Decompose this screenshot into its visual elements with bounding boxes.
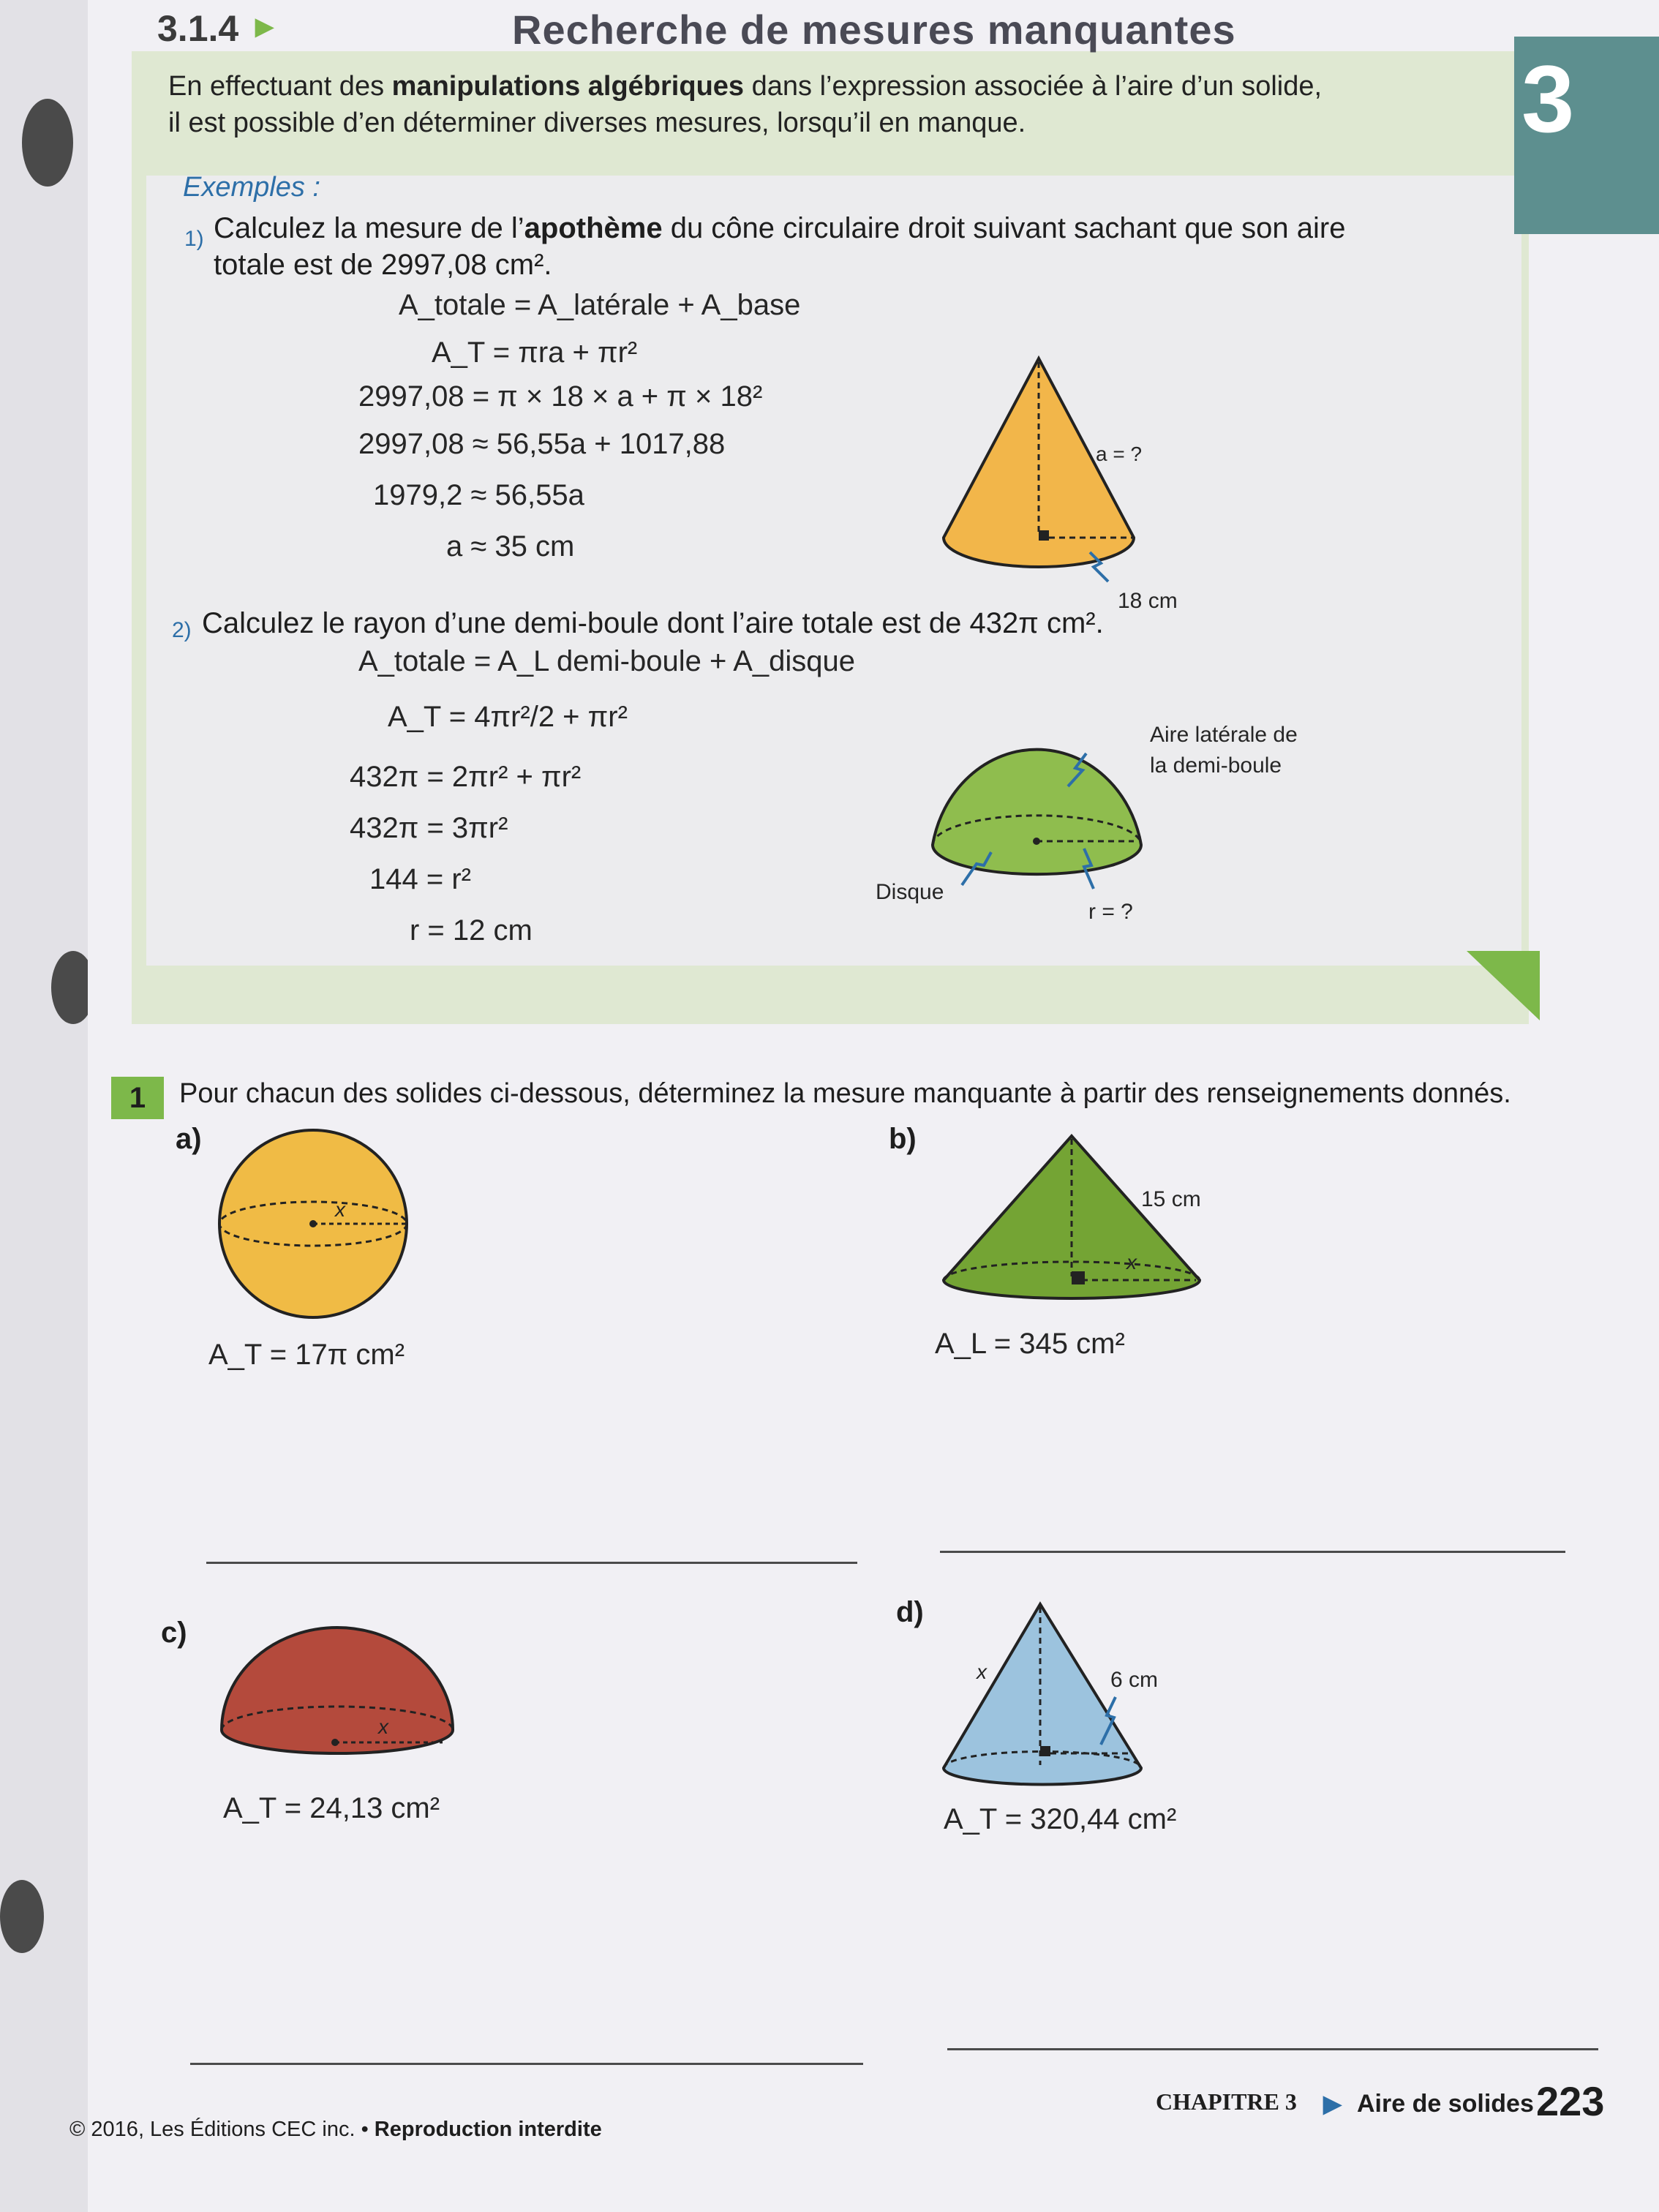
example-1-text-line-2: totale est de 2997,08 cm².	[214, 249, 552, 281]
sphere-unknown-label: x	[335, 1198, 345, 1221]
part-a-given: A_T = 17π cm²	[208, 1339, 405, 1371]
footer-chapter: CHAPITRE 3	[1156, 2088, 1297, 2115]
cone-radius-label: 18 cm	[1118, 589, 1178, 613]
part-d-given: A_T = 320,44 cm²	[944, 1803, 1177, 1835]
ex2-step: r = 12 cm	[410, 914, 533, 947]
copyright-bold: Reproduction interdite	[374, 2118, 602, 2141]
hemisphere-c-shape	[222, 1628, 453, 1753]
corner-triangle	[1467, 951, 1540, 1020]
sphere-center	[309, 1220, 317, 1227]
chapter-tab-number: 3	[1521, 45, 1575, 152]
lateral-label-1: Aire latérale de	[1150, 723, 1298, 747]
hemisphere-figure	[922, 721, 1163, 918]
cone-b-figure	[940, 1130, 1211, 1313]
part-c-letter: c)	[161, 1617, 187, 1649]
chapter-arrow-icon: ►	[1317, 2086, 1349, 2122]
right-angle-marker	[1039, 530, 1049, 541]
cone-d-side-label: 6 cm	[1110, 1668, 1159, 1692]
part-b-given: A_L = 345 cm²	[935, 1328, 1125, 1360]
ex1-step: a ≈ 35 cm	[446, 530, 575, 563]
part-a-letter: a)	[176, 1123, 202, 1155]
intro-line-2: il est possible d’en déterminer diverses mesures, lorsqu’il en manque.	[168, 108, 1026, 138]
example-bold: apothème	[524, 212, 663, 244]
part-c-given: A_T = 24,13 cm²	[223, 1792, 440, 1824]
disk-label: Disque	[876, 880, 944, 904]
lateral-label-2: la demi-boule	[1150, 753, 1282, 778]
intro-text: dans l’expression associée à l’aire d’un solide,	[744, 71, 1323, 102]
ex1-step: 2997,08 = π × 18 × a + π × 18²	[358, 380, 763, 413]
exercise-number-badge: 1	[111, 1077, 164, 1119]
ex2-step: A_T = 4πr²/2 + πr²	[388, 701, 628, 733]
footer-subject: Aire de solides	[1357, 2090, 1534, 2118]
section-title: Recherche de mesures manquantes	[512, 7, 1236, 53]
ex2-step: 144 = r²	[369, 863, 471, 895]
page-number: 223	[1536, 2078, 1605, 2124]
intro-line-1	[168, 69, 1322, 103]
hemisphere-c-center	[331, 1739, 339, 1746]
footer-copyright	[69, 2118, 602, 2142]
example-2-number: 2)	[172, 618, 192, 642]
cone-b-side-label: 15 cm	[1141, 1187, 1201, 1211]
sphere-figure	[212, 1123, 417, 1328]
example-1-number: 1)	[184, 227, 204, 251]
hemisphere-shape	[933, 750, 1141, 875]
cone-b-unknown-label: x	[1126, 1251, 1137, 1274]
ex1-step: 2997,08 ≈ 56,55a + 1017,88	[358, 428, 726, 460]
copyright-text: © 2016, Les Éditions CEC inc. •	[69, 2118, 375, 2141]
part-d-letter: d)	[896, 1596, 924, 1628]
ex1-step: A_T = πra + πr²	[432, 336, 638, 369]
binder-hole	[22, 99, 73, 187]
part-b-letter: b)	[889, 1123, 917, 1155]
section-arrow-icon: ►	[249, 9, 281, 45]
ex2-step: 432π = 2πr² + πr²	[350, 761, 582, 793]
right-angle-marker	[1040, 1746, 1050, 1756]
example-2-text: Calculez le rayon d’une demi-boule dont l’aire totale est de 432π cm².	[202, 607, 1104, 639]
ex1-step: A_totale = A_latérale + A_base	[399, 289, 801, 321]
section-number: 3.1.4	[157, 8, 239, 49]
examples-panel	[146, 176, 1521, 966]
ex2-step: 432π = 3πr²	[350, 812, 508, 844]
binder-hole	[0, 1880, 44, 1953]
example-1-text	[214, 212, 1345, 245]
cone-d-unknown-label: x	[977, 1660, 987, 1683]
part-c-answer-line[interactable]	[190, 2063, 863, 2065]
ex2-step: A_totale = A_L demi-boule + A_disque	[358, 645, 856, 677]
ex1-step: 1979,2 ≈ 56,55a	[373, 479, 584, 511]
intro-text: En effectuant des	[168, 71, 392, 102]
part-d-answer-line[interactable]	[947, 2048, 1598, 2050]
intro-bold: manipulations algébriques	[391, 71, 745, 102]
hemisphere-radius-label: r = ?	[1088, 900, 1133, 924]
cone-d-figure	[940, 1598, 1152, 1788]
examples-label: Exemples :	[183, 172, 320, 203]
hemisphere-c-unknown-label: x	[378, 1715, 388, 1738]
hemisphere-center	[1033, 838, 1040, 845]
example-text: du cône circulaire droit suivant sachant que son aire	[662, 212, 1346, 244]
part-b-answer-line[interactable]	[940, 1551, 1565, 1553]
exercise-instructions: Pour chacun des solides ci-dessous, déterminez la mesure manquante à partir des renseignements donnés.	[179, 1078, 1511, 1109]
example-text: Calculez la mesure de l’	[214, 212, 524, 244]
part-a-answer-line[interactable]	[206, 1562, 857, 1564]
cone-d-shape	[944, 1604, 1141, 1784]
apothem-label: a = ?	[1096, 443, 1143, 465]
right-angle-marker	[1072, 1271, 1085, 1284]
hemisphere-c-figure	[216, 1620, 464, 1774]
